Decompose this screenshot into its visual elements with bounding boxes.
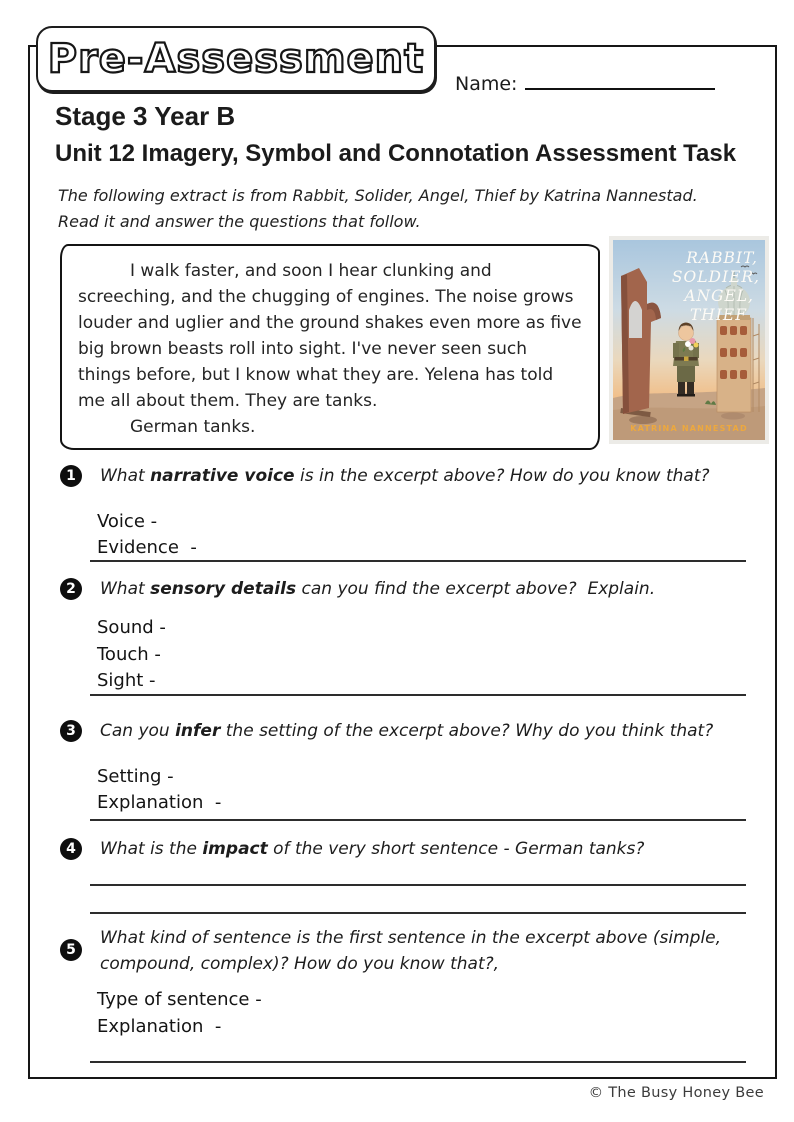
answer-label-setting: Setting - <box>97 766 174 787</box>
answer-label-touch: Touch - <box>97 644 161 665</box>
question-4-text-bold: impact <box>202 839 268 859</box>
copyright-credit: © The Busy Honey Bee <box>588 1085 764 1101</box>
extract-paragraph-1: I walk faster, and soon I hear clunking and screeching, and the chugging of engines. The noise grows louder and uglier and the ground shakes even more as five big brown beasts roll into sight. I've never seen such things before, but I know what they are. Yelena has told me all about them. They are tanks. <box>78 261 582 411</box>
answer-line-q1[interactable] <box>90 560 746 562</box>
cover-title-line-3: ANGEL, <box>684 287 754 305</box>
question-5-text: What kind of sentence is the first sentence in the excerpt above (simple, compound, complex)? How do you know that?, <box>100 928 727 974</box>
pre-assessment-banner <box>36 26 436 92</box>
intro-line-1: The following extract is from Rabbit, Solider, Angel, Thief by Katrina Nannestad. <box>58 186 698 205</box>
answer-line-q4-1[interactable] <box>90 884 746 886</box>
stage-heading: Stage 3 Year B <box>55 101 236 131</box>
question-4-text-pre: What is the <box>100 839 203 859</box>
extract-paragraph-2: German tanks. <box>130 417 256 437</box>
question-3-text-bold: infer <box>175 721 221 741</box>
question-4-number: 4 <box>60 838 82 860</box>
question-5 <box>60 925 762 977</box>
question-1-text-bold: narrative voice <box>150 466 295 486</box>
cover-title-line-2: SOLDIER, <box>671 268 760 286</box>
cover-author: KATRINA NANNESTAD <box>630 424 748 433</box>
book-cover-illustration <box>613 240 765 440</box>
answer-label-voice: Voice - <box>97 511 158 532</box>
question-1 <box>60 463 762 489</box>
intro-line-2: Read it and answer the questions that follow. <box>58 212 421 231</box>
book-cover <box>609 236 769 444</box>
question-3-text-post: the setting of the excerpt above? Why do you think that? <box>220 721 714 741</box>
question-1-text-pre: What <box>100 466 151 486</box>
answer-label-sight: Sight - <box>97 670 156 691</box>
answer-label-sound: Sound - <box>97 617 166 638</box>
question-2-number: 2 <box>60 578 82 600</box>
question-2 <box>60 576 762 602</box>
question-4-text <box>100 836 762 862</box>
question-3-number: 3 <box>60 720 82 742</box>
answer-label-explanation-q3: Explanation - <box>97 792 222 813</box>
question-5-number: 5 <box>60 939 82 961</box>
question-2-text <box>100 576 762 602</box>
answer-line-q2[interactable] <box>90 694 746 696</box>
answer-line-q4-2[interactable] <box>90 912 746 914</box>
question-4 <box>60 836 762 862</box>
answer-line-q3[interactable] <box>90 819 746 821</box>
unit-heading: Unit 12 Imagery, Symbol and Connotation Assessment Task <box>55 140 737 167</box>
question-2-text-bold: sensory details <box>150 579 297 599</box>
answer-label-type-of-sentence: Type of sentence - <box>97 989 262 1010</box>
question-2-text-post: can you find the excerpt above? Explain. <box>296 579 656 599</box>
question-1-text <box>100 463 762 489</box>
question-3-text <box>100 718 762 744</box>
question-2-text-pre: What <box>100 579 151 599</box>
question-3-text-pre: Can you <box>100 721 176 741</box>
banner-title: Pre-Assessment <box>47 36 425 82</box>
question-1-number: 1 <box>60 465 82 487</box>
answer-line-q5[interactable] <box>90 1061 746 1063</box>
extract-box <box>60 244 600 450</box>
question-1-text-post: is in the excerpt above? How do you know that? <box>294 466 710 486</box>
name-input-line[interactable] <box>525 68 715 90</box>
cover-title-line-1: RABBIT, <box>686 249 758 267</box>
name-row <box>455 68 715 95</box>
cover-title-line-4: THIEF <box>689 306 747 324</box>
answer-label-explanation-q5: Explanation - <box>97 1016 222 1037</box>
question-4-text-post: of the very short sentence - German tanks? <box>267 839 645 859</box>
name-label: Name: <box>455 73 518 95</box>
answer-label-evidence: Evidence - <box>97 537 197 558</box>
question-3 <box>60 718 762 744</box>
